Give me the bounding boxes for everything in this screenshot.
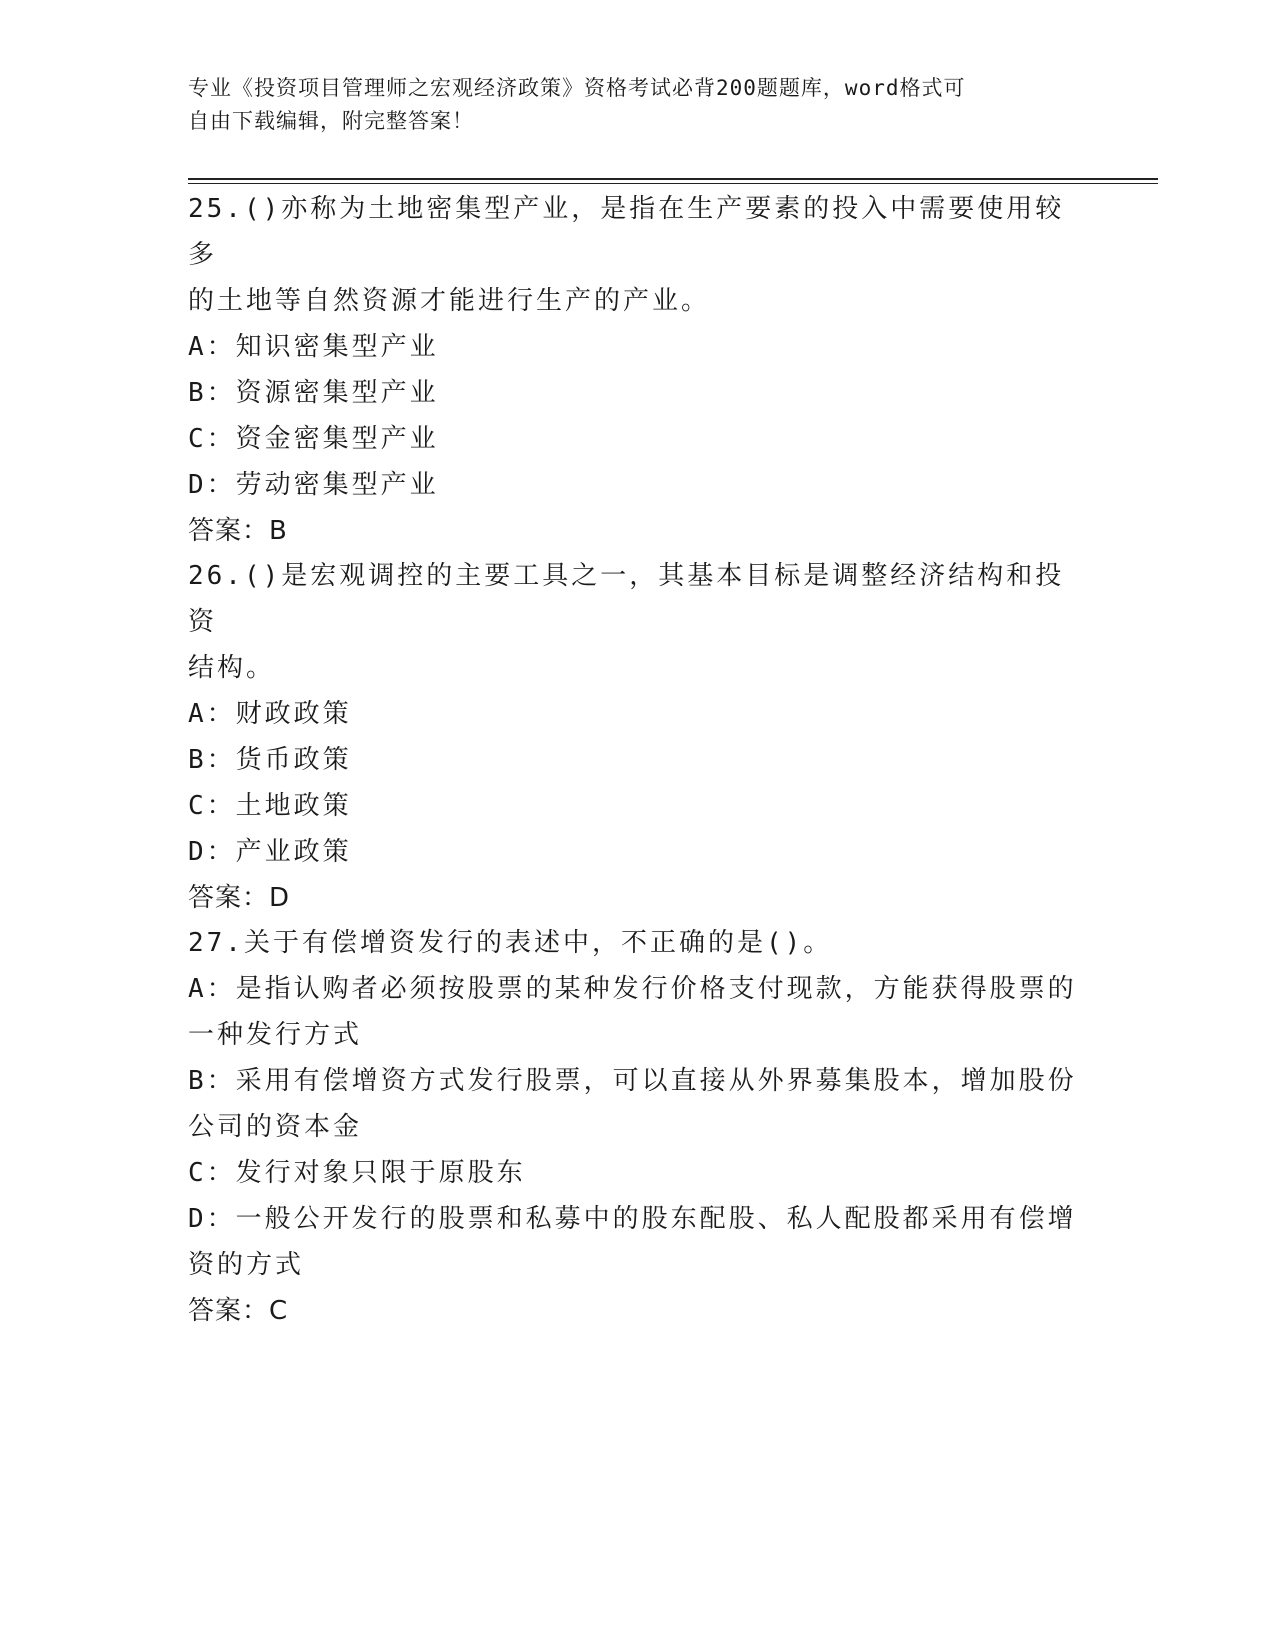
option-b: 公司的资本金 <box>188 1112 363 1142</box>
answer: 答案：C <box>188 1296 289 1326</box>
header-line-2: 自由下载编辑，附完整答案！ <box>188 109 474 133</box>
question-25 <box>188 186 1088 554</box>
question-stem: 26.()是宏观调控的主要工具之一，其基本目标是调整经济结构和投资 <box>188 561 1065 637</box>
option-b: B：资源密集型产业 <box>188 378 439 408</box>
question-27 <box>188 920 1088 1334</box>
option-d: D：劳动密集型产业 <box>188 470 439 500</box>
option-b: B：货币政策 <box>188 745 352 775</box>
question-stem: 25.()亦称为土地密集型产业，是指在生产要素的投入中需要使用较多 <box>188 194 1065 270</box>
option-c: C：资金密集型产业 <box>188 424 439 454</box>
answer: 答案：D <box>188 883 291 913</box>
option-c: C：土地政策 <box>188 791 352 821</box>
option-a: A：知识密集型产业 <box>188 332 439 362</box>
option-a: A：财政政策 <box>188 699 352 729</box>
answer: 答案：B <box>188 516 288 546</box>
option-a: A：是指认购者必须按股票的某种发行价格支付现款，方能获得股票的 <box>188 974 1077 1004</box>
option-d: 资的方式 <box>188 1250 305 1280</box>
header-divider-thin <box>188 183 1158 184</box>
option-d: D：产业政策 <box>188 837 352 867</box>
option-d: D：一般公开发行的股票和私募中的股东配股、私人配股都采用有偿增 <box>188 1204 1077 1234</box>
question-stem: 27.关于有偿增资发行的表述中，不正确的是()。 <box>188 928 833 958</box>
question-stem: 结构。 <box>188 653 276 683</box>
option-b: B：采用有偿增资方式发行股票，可以直接从外界募集股本，增加股份 <box>188 1066 1077 1096</box>
option-a: 一种发行方式 <box>188 1020 363 1050</box>
header-divider-thick <box>188 178 1158 180</box>
question-stem: 的土地等自然资源才能进行生产的产业。 <box>188 286 711 316</box>
question-26 <box>188 553 1088 921</box>
document-header <box>188 72 1058 138</box>
header-line-1: 专业《投资项目管理师之宏观经济政策》资格考试必背200题题库，word格式可 <box>188 76 966 100</box>
option-c: C：发行对象只限于原股东 <box>188 1158 526 1188</box>
